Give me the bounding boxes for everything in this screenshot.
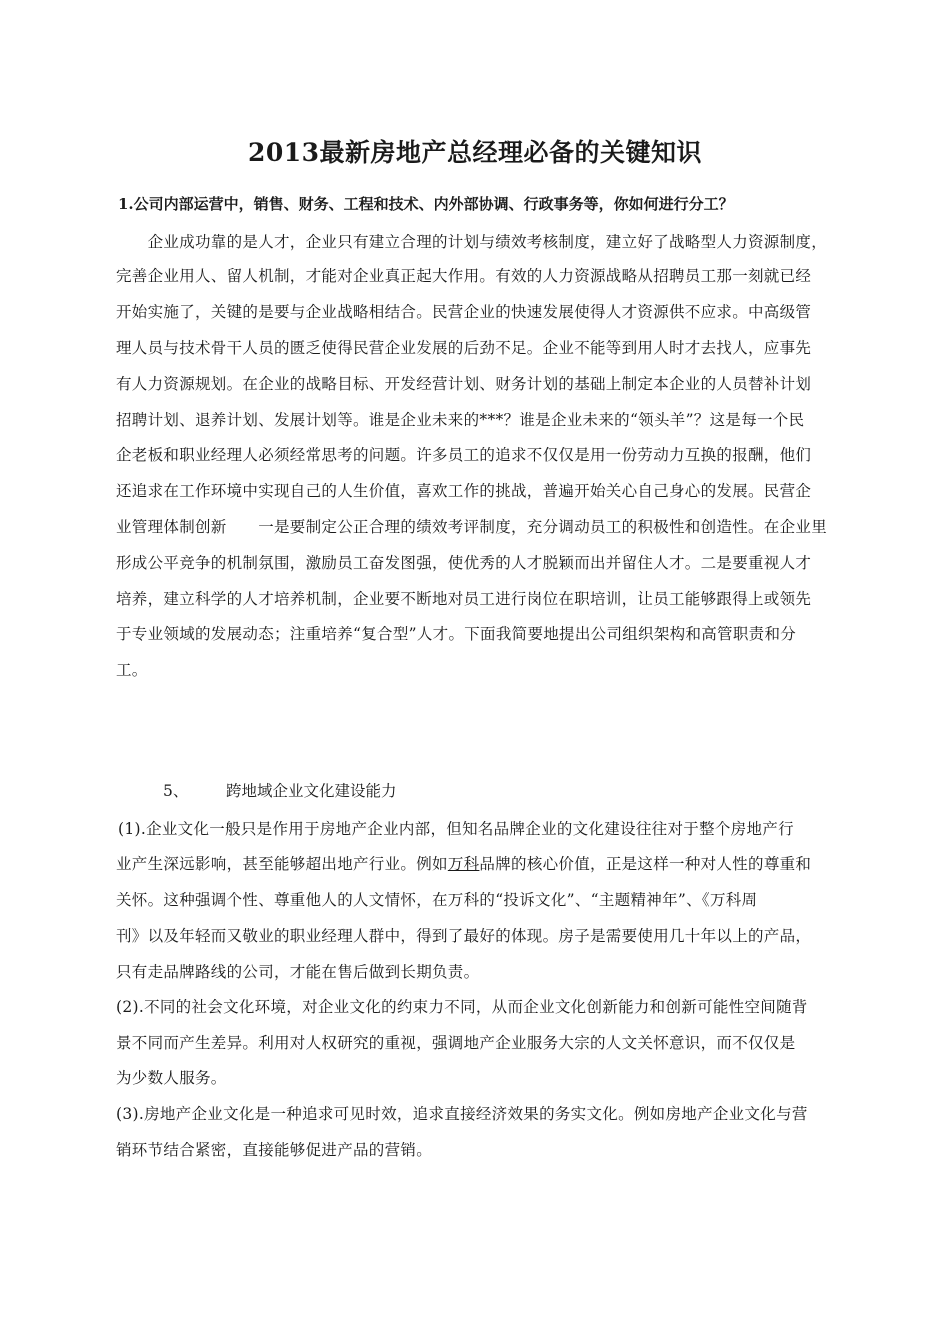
text-line: 培养，建立科学的人才培养机制，企业要不断地对员工进行岗位在职培训，让员工能够跟得上或领先 (116, 590, 812, 608)
text-line: 企业成功靠的是人才，企业只有建立合理的计划与绩效考核制度，建立好了战略型人力资源制度， (116, 233, 828, 251)
text-segment: 业产生深远影响，甚至能够超出地产行业。例如 (116, 855, 448, 873)
text-line: 关怀。这种强调个性、尊重他人的人文情怀，在万科的“投诉文化”、“主题精神年”、《万科周 (116, 891, 758, 909)
text-line (116, 850, 811, 878)
text-segment: 品牌的核心价值，正是这样一种对人性的尊重和 (479, 855, 812, 873)
text-line: 为少数人服务。 (116, 1069, 227, 1087)
text-line: 理人员与技术骨干人员的匮乏使得民营企业发展的后劲不足。企业不能等到用人时才去找人，应事先 (116, 339, 812, 357)
text-line: 刊》以及年轻而又敬业的职业经理人群中，得到了最好的体现。房子是需要使用几十年以上的产品， (116, 927, 812, 945)
text-line: 工。 (116, 661, 148, 679)
text-line: 招聘计划、退养计划、发展计划等。谁是企业未来的***？谁是企业未来的“领头羊”？这是每一个民 (116, 411, 805, 429)
vanke-link[interactable]: 万科 (447, 855, 480, 873)
section-title: 跨地域企业文化建设能力 (226, 782, 397, 800)
text-line: (3).房地产企业文化是一种追求可见时效，追求直接经济效果的务实文化。例如房地产企业文化与营 (116, 1105, 808, 1123)
text-line: 还追求在工作环境中实现自己的人生价值，喜欢工作的挑战，普遍开始关心自己身心的发展。民营企 (116, 482, 812, 500)
text-line: 于专业领域的发展动态；注重培养“复合型”人才。下面我简要地提出公司组织架构和高管职责和分 (116, 625, 797, 643)
text-line: (2).不同的社会文化环境，对企业文化的约束力不同，从而企业文化创新能力和创新可能性空间随背 (116, 998, 808, 1016)
text-line: 有人力资源规划。在企业的战略目标、开发经营计划、财务计划的基础上制定本企业的人员替补计划 (116, 375, 812, 393)
text-line: 开始实施了，关键的是要与企业战略相结合。民营企业的快速发展使得人才资源供不应求。中高级管 (116, 303, 812, 321)
question-heading: 1.公司内部运营中，销售、财务、工程和技术、内外部协调、行政事务等，你如何进行分工？ (118, 195, 734, 213)
text-line: 景不同而产生差异。利用对人权研究的重视，强调地产企业服务大宗的人文关怀意识，而不仅仅是 (116, 1034, 796, 1052)
text-line: 形成公平竞争的机制氛围，激励员工奋发图强，使优秀的人才脱颖而出并留住人才。二是要重视人才 (116, 554, 812, 572)
text-line: 业管理体制创新 一是要制定公正合理的绩效考评制度，充分调动员工的积极性和创造性。在企业里 (116, 518, 828, 536)
text-line: 销环节结合紧密，直接能够促进产品的营销。 (116, 1141, 433, 1159)
text-line: 企老板和职业经理人必须经常思考的问题。许多员工的追求不仅仅是用一份劳动力互换的报酬，他们 (116, 446, 812, 464)
text-line: 只有走品牌路线的公司，才能在售后做到长期负责。 (116, 963, 480, 981)
text-line: 完善企业用人、留人机制，才能对企业真正起大作用。有效的人力资源战略从招聘员工那一刻就已经 (116, 267, 812, 285)
section-number: 5、 (163, 782, 189, 800)
text-line: (1).企业文化一般只是作用于房地产企业内部，但知名品牌企业的文化建设往往对于整个房地产行 (118, 820, 794, 838)
document-title: 2013最新房地产总经理必备的关键知识 (247, 138, 703, 167)
